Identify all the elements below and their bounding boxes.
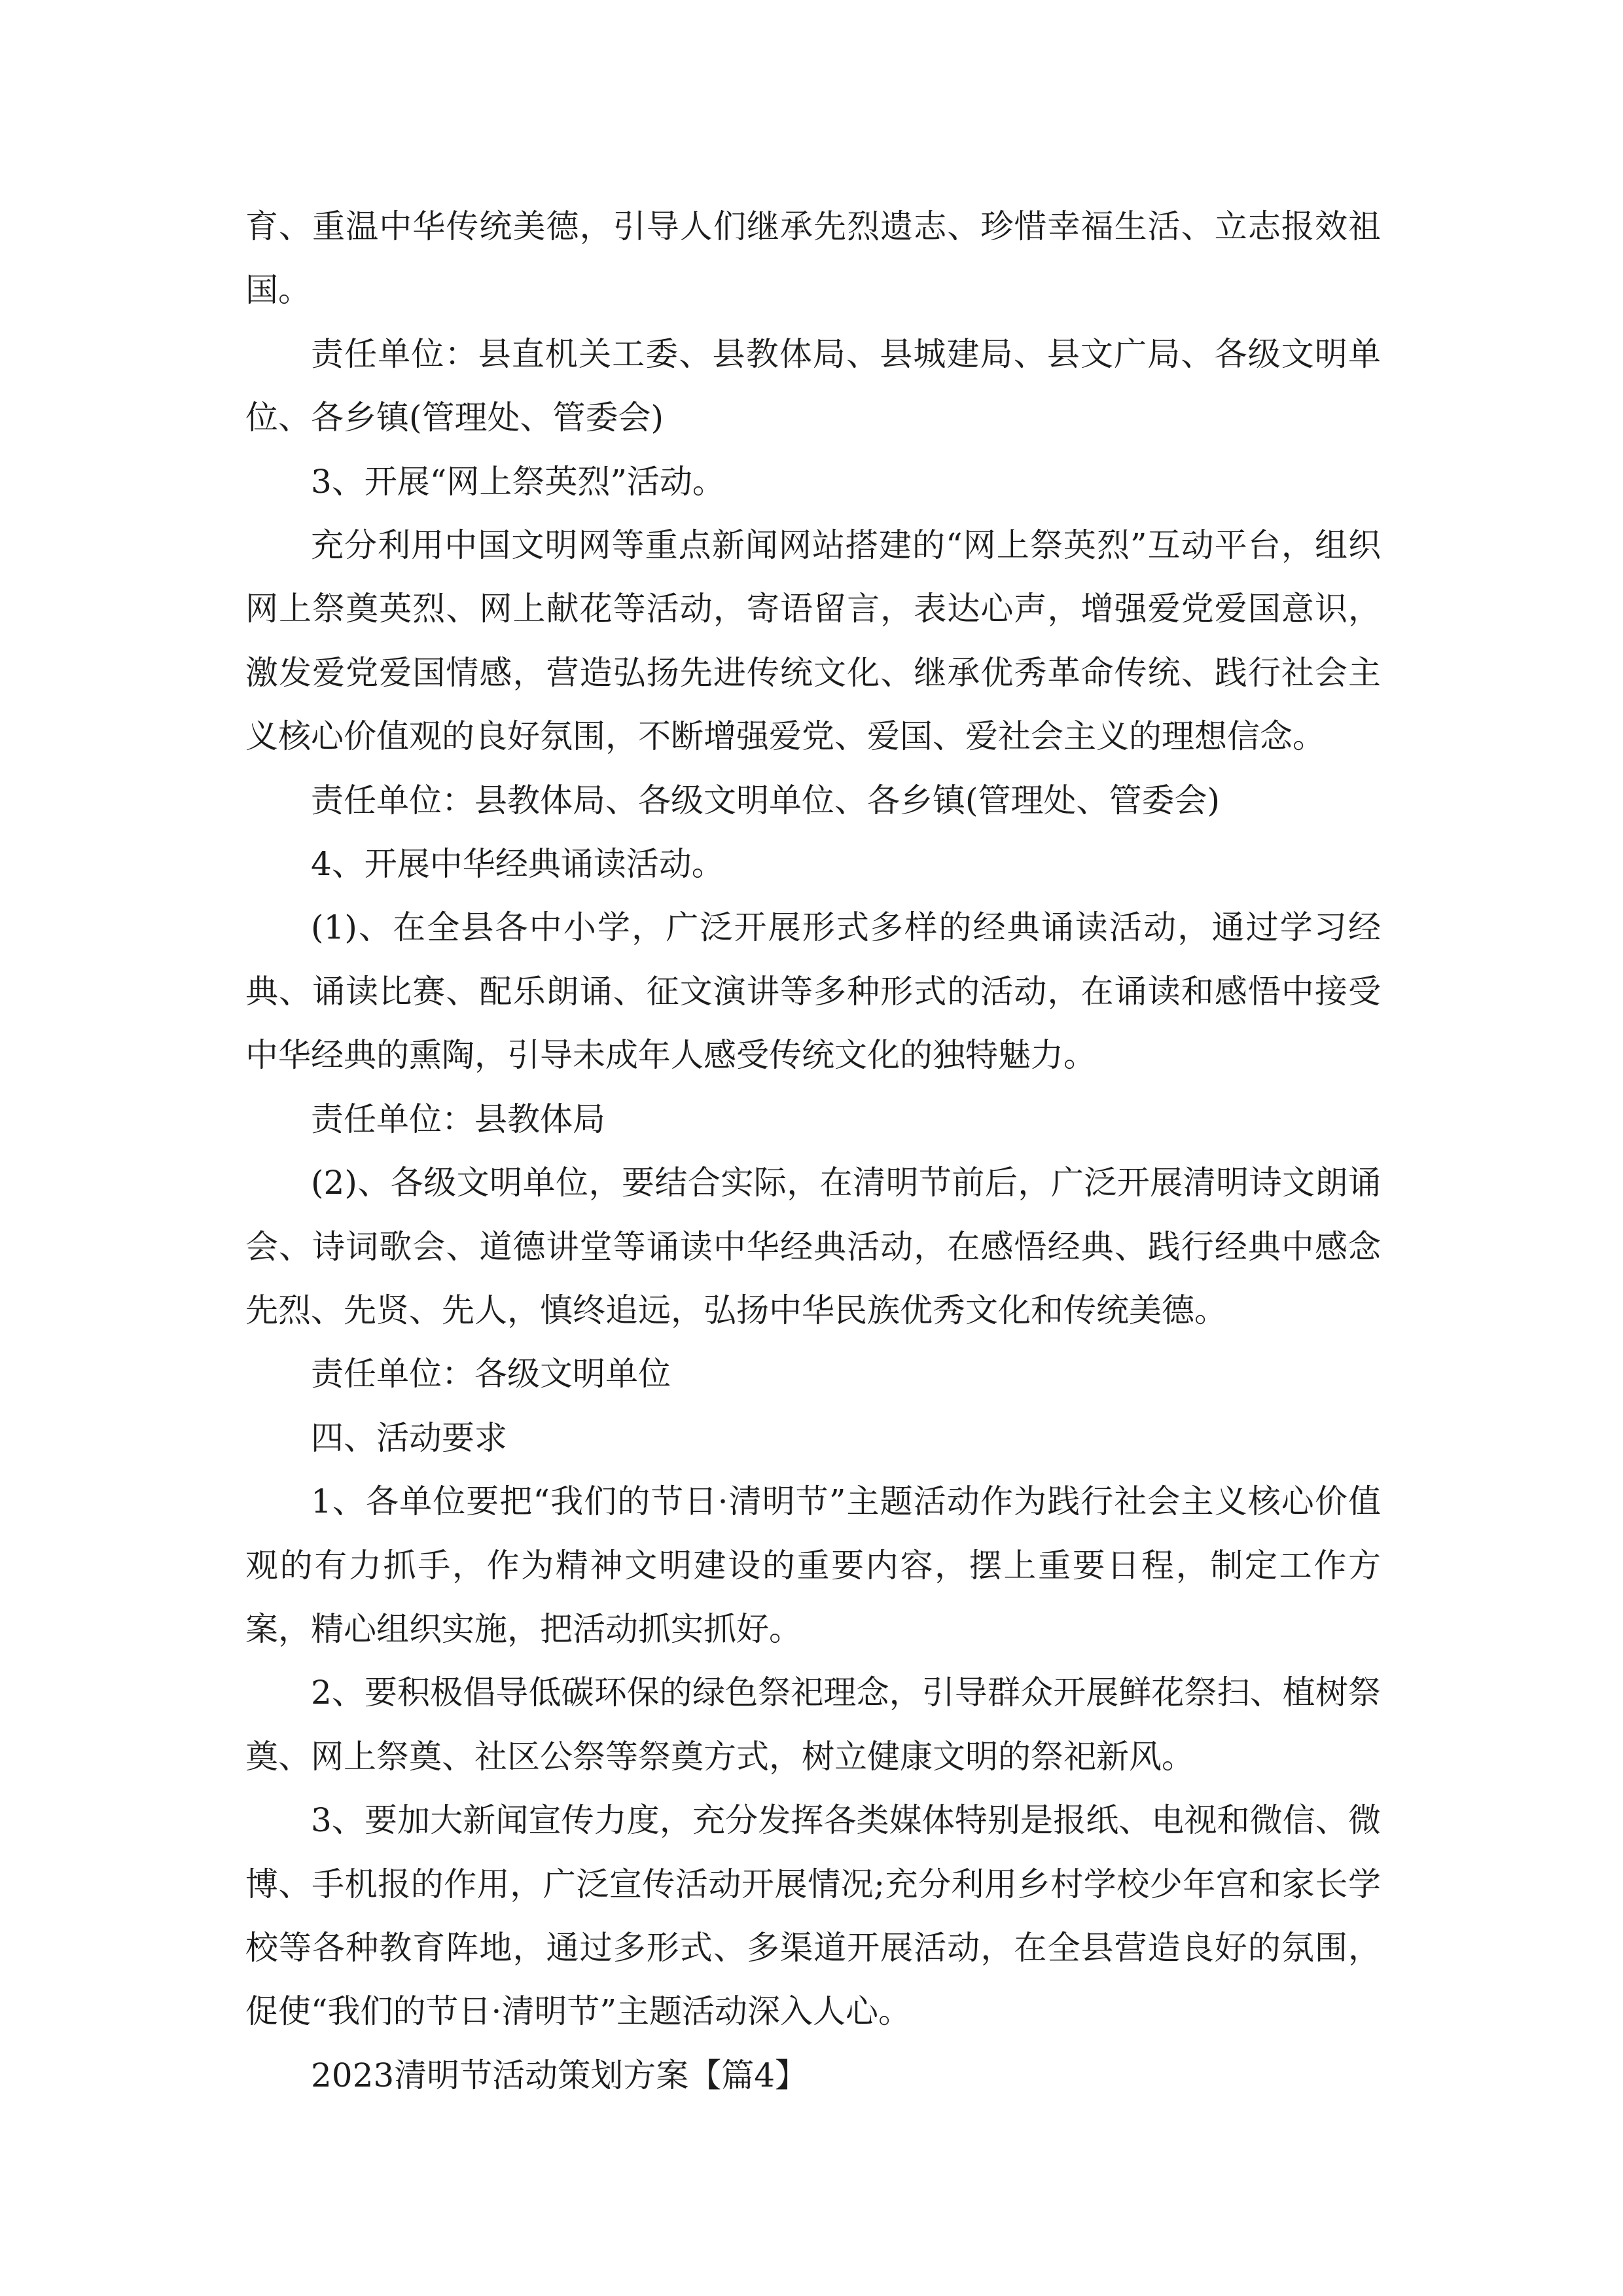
paragraph-responsible-unit: 责任单位：各级文明单位 (311, 1355, 671, 1393)
paragraph-heading-item-3: 3、开展“网上祭英烈”活动。 (311, 462, 725, 501)
section-heading: 四、活动要求 (311, 1418, 507, 1457)
paragraph-responsible-unit: 责任单位：县教体局、各级文明单位、各乡镇(管理处、管委会) (311, 781, 1221, 819)
paragraph-requirement-3: 3、要加大新闻宣传力度，充分发挥各类媒体特别是报纸、电视和微信、微博、手机报的作用，广泛宣传活动开展情况;充分利用乡村学校少年宫和家长学校等各种教育阵地，通过多形式、多渠道开展活动，在全县营造良好的氛围，促使“我们的节日·清明节”主题活动深入人心。 (245, 1801, 1381, 2031)
paragraph-body: (2)、各级文明单位，要结合实际，在清明节前后，广泛开展清明诗文朗诵会、诗词歌会、道德讲堂等诵读中华经典活动，在感悟经典、践行经典中感念先烈、先贤、先人，慎终追远，弘扬中华民族优秀文化和传统美德。 (245, 1164, 1381, 1329)
paragraph-requirement-1: 1、各单位要把“我们的节日·清明节”主题活动作为践行社会主义核心价值观的有力抓手，作为精神文明建设的重要内容，摆上重要日程，制定工作方案，精心组织实施，把活动抓实抓好。 (245, 1482, 1381, 1648)
paragraph-continuation: 育、重温中华传统美德，引导人们继承先烈遗志、珍惜幸福生活、立志报效祖国。 (245, 207, 1381, 310)
paragraph-requirement-2: 2、要积极倡导低碳环保的绿色祭祀理念，引导群众开展鲜花祭扫、植树祭奠、网上祭奠、社区公祭等祭奠方式，树立健康文明的祭祀新风。 (245, 1674, 1381, 1776)
paragraph-heading-item-4: 4、开展中华经典诵读活动。 (311, 845, 724, 884)
chapter-title: 2023清明节活动策划方案【篇4】 (311, 2056, 808, 2094)
document-body (245, 195, 1381, 2108)
paragraph-body: (1)、在全县各中小学，广泛开展形式多样的经典诵读活动，通过学习经典、诵读比赛、配乐朗诵、征文演讲等多种形式的活动，在诵读和感悟中接受中华经典的熏陶，引导未成年人感受传统文化的独特魅力。 (245, 908, 1381, 1075)
paragraph-responsible-unit: 责任单位：县直机关工委、县教体局、县城建局、县文广局、各级文明单位、各乡镇(管理处、管委会) (245, 334, 1381, 437)
paragraph-responsible-unit: 责任单位：县教体局 (311, 1100, 605, 1138)
paragraph-body: 充分利用中国文明网等重点新闻网站搭建的“网上祭英烈”互动平台，组织网上祭奠英烈、网上献花等活动，寄语留言，表达心声，增强爱党爱国意识，激发爱党爱国情感，营造弘扬先进传统文化、继承优秀革命传统、践行社会主义核心价值观的良好氛围，不断增强爱党、爱国、爱社会主义的理想信念。 (245, 526, 1381, 756)
